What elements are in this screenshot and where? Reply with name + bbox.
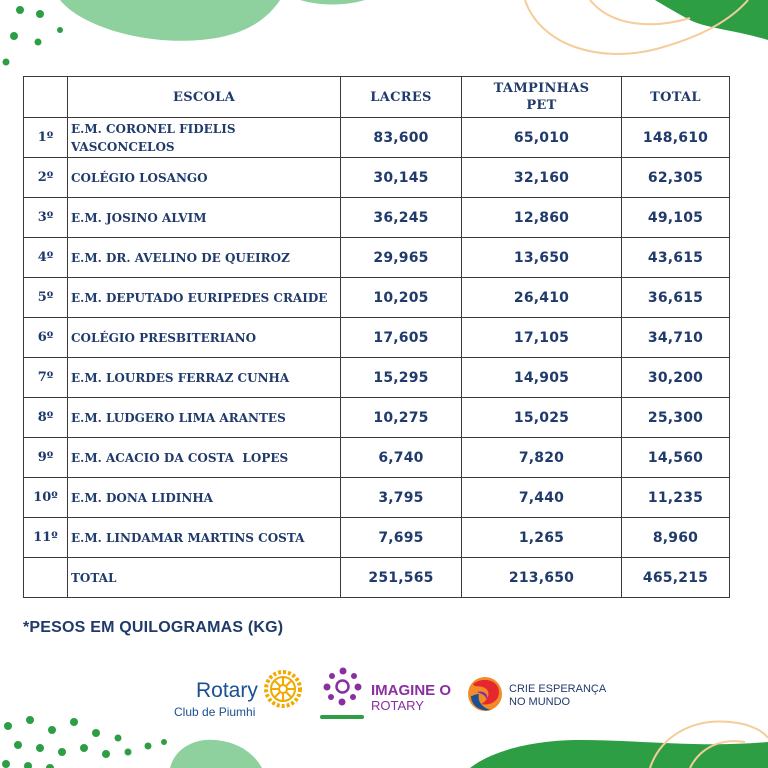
rank-cell: 1º	[24, 118, 68, 158]
header-row	[24, 77, 730, 118]
rotary-logo-text: Rotary	[196, 679, 258, 702]
total-cell: 8,960	[622, 518, 730, 558]
table-row	[24, 438, 730, 478]
top-right-green-shape	[655, 0, 768, 40]
school-cell: E.M. DONA LIDINHA	[68, 478, 341, 518]
top-right-peach-line-2	[590, 0, 690, 24]
lacres-cell: 30,145	[341, 158, 462, 198]
school-cell: COLÉGIO LOSANGO	[68, 158, 341, 198]
tampinhas-cell: 7,440	[462, 478, 622, 518]
total-cell: 49,105	[622, 198, 730, 238]
lacres-cell: 6,740	[341, 438, 462, 478]
tampinhas-cell: 65,010	[462, 118, 622, 158]
top-right-peach-line	[525, 0, 748, 54]
rotary-wheel-icon	[263, 669, 303, 709]
total-cell: 11,235	[622, 478, 730, 518]
ranking-table	[23, 76, 730, 598]
rank-cell: 7º	[24, 358, 68, 398]
total-row	[24, 558, 730, 598]
top-left-dots	[3, 6, 64, 66]
total-cell: 25,300	[622, 398, 730, 438]
tampinhas-cell: 14,905	[462, 358, 622, 398]
rank-cell: 5º	[24, 278, 68, 318]
total-cell: 30,200	[622, 358, 730, 398]
header-total: TOTAL	[622, 77, 730, 118]
table-row	[24, 238, 730, 278]
table-row	[24, 198, 730, 238]
lacres-cell: 3,795	[341, 478, 462, 518]
tampinhas-cell: 13,650	[462, 238, 622, 278]
grand-total-cell: 465,215	[622, 558, 730, 598]
tampinhas-cell: 32,160	[462, 158, 622, 198]
school-cell: E.M. LOURDES FERRAZ CUNHA	[68, 358, 341, 398]
school-cell: E.M. DEPUTADO EURIPEDES CRAIDE	[68, 278, 341, 318]
table-row	[24, 478, 730, 518]
total-cell: 34,710	[622, 318, 730, 358]
header-lacres: LACRES	[341, 77, 462, 118]
table-row	[24, 398, 730, 438]
bottom-right-peach-line-2	[690, 741, 745, 768]
school-cell: COLÉGIO PRESBITERIANO	[68, 318, 341, 358]
rank-cell: 2º	[24, 158, 68, 198]
table-row	[24, 118, 730, 158]
table-row	[24, 158, 730, 198]
rank-cell: 4º	[24, 238, 68, 278]
rank-cell: 6º	[24, 318, 68, 358]
tampinhas-cell: 1,265	[462, 518, 622, 558]
total-label-cell: TOTAL	[68, 558, 341, 598]
tampinhas-cell: 17,105	[462, 318, 622, 358]
table-row	[24, 358, 730, 398]
table-row	[24, 318, 730, 358]
total-rank-cell	[24, 558, 68, 598]
school-cell: E.M. DR. AVELINO DE QUEIROZ	[68, 238, 341, 278]
hope-logo-icon	[465, 672, 505, 716]
school-cell: E.M. ACACIO DA COSTA LOPES	[68, 438, 341, 478]
total-cell: 62,305	[622, 158, 730, 198]
rank-cell: 3º	[24, 198, 68, 238]
rank-cell: 11º	[24, 518, 68, 558]
bottom-left-green-blob	[170, 740, 262, 768]
bottom-right-peach-line	[650, 721, 768, 768]
lacres-cell: 36,245	[341, 198, 462, 238]
lacres-cell: 10,205	[341, 278, 462, 318]
hope-line1: CRIE ESPERANÇA	[509, 683, 607, 695]
header-rank	[24, 77, 68, 118]
imagine-line2: ROTARY	[371, 698, 424, 713]
header-escola: ESCOLA	[68, 77, 341, 118]
lacres-cell: 15,295	[341, 358, 462, 398]
lacres-cell: 17,605	[341, 318, 462, 358]
rank-cell: 8º	[24, 398, 68, 438]
total-cell: 43,615	[622, 238, 730, 278]
lacres-cell: 83,600	[341, 118, 462, 158]
weights-note: *PESOS EM QUILOGRAMAS (KG)	[23, 619, 284, 636]
rank-cell: 9º	[24, 438, 68, 478]
school-cell: E.M. LINDAMAR MARTINS COSTA	[68, 518, 341, 558]
tampinhas-cell: 12,860	[462, 198, 622, 238]
total-lacres-cell: 251,565	[341, 558, 462, 598]
top-left-green-blob	[60, 0, 280, 41]
lacres-cell: 29,965	[341, 238, 462, 278]
tampinhas-cell: 7,820	[462, 438, 622, 478]
rank-cell: 10º	[24, 478, 68, 518]
header-tampinhas-line1: TAMPINHAS	[493, 81, 590, 96]
total-tampinhas-cell: 213,650	[462, 558, 622, 598]
total-cell: 148,610	[622, 118, 730, 158]
school-cell: E.M. CORONEL FIDELIS VASCONCELOS	[68, 118, 341, 158]
lacres-cell: 10,275	[341, 398, 462, 438]
rotary-club-text: Club de Piumhi	[174, 705, 256, 719]
tampinhas-cell: 15,025	[462, 398, 622, 438]
top-center-green-blob	[300, 0, 365, 5]
imagine-line1: IMAGINE O	[371, 682, 452, 699]
lacres-cell: 7,695	[341, 518, 462, 558]
table-row	[24, 278, 730, 318]
imagine-rotary-icon	[320, 665, 366, 723]
school-cell: E.M. JOSINO ALVIM	[68, 198, 341, 238]
hope-line2: NO MUNDO	[509, 696, 571, 708]
total-cell: 14,560	[622, 438, 730, 478]
logos-bar	[0, 665, 768, 725]
bottom-right-green-shape	[470, 740, 768, 768]
tampinhas-cell: 26,410	[462, 278, 622, 318]
table-row	[24, 518, 730, 558]
school-cell: E.M. LUDGERO LIMA ARANTES	[68, 398, 341, 438]
total-cell: 36,615	[622, 278, 730, 318]
header-tampinhas-line2: PET	[526, 98, 557, 113]
header-tampinhas-pet	[462, 77, 622, 118]
